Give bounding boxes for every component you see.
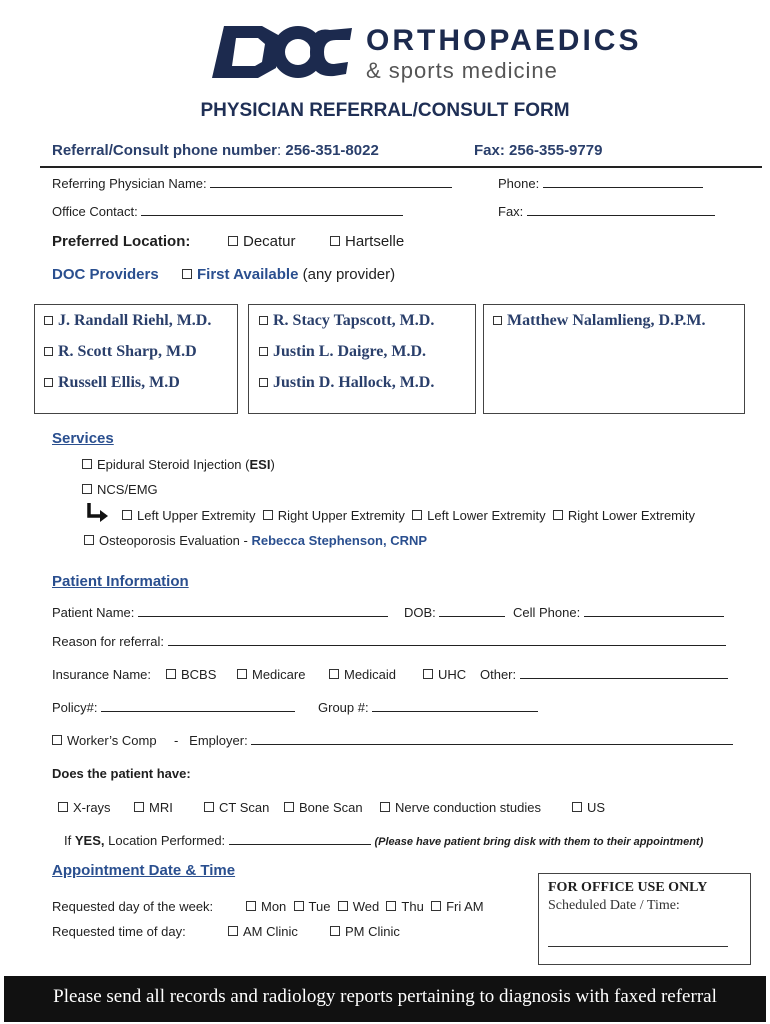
- location-option-decatur[interactable]: Decatur: [228, 233, 296, 250]
- checkbox[interactable]: [246, 901, 256, 911]
- workers-comp-option[interactable]: Worker’s Comp: [52, 733, 157, 748]
- logo-tagline: & sports medicine: [366, 58, 558, 83]
- extremity-options: [122, 508, 695, 523]
- first-available-note: (any provider): [302, 266, 396, 283]
- sub-arrow-icon: [86, 502, 110, 522]
- provider-daigre[interactable]: Justin L. Daigre, M.D.: [259, 343, 426, 361]
- insurance-medicare[interactable]: Medicare: [237, 667, 305, 682]
- logo: [210, 22, 642, 84]
- phone-value: 256-351-8022: [285, 142, 379, 159]
- checkbox[interactable]: [58, 802, 68, 812]
- logo-wordmark: ORTHOPAEDICS: [366, 24, 642, 57]
- service-esi[interactable]: Epidural Steroid Injection (ESI): [82, 457, 275, 472]
- provider-nalamlieng[interactable]: Matthew Nalamlieng, D.P.M.: [493, 312, 706, 330]
- checkbox[interactable]: [329, 669, 339, 679]
- checkbox[interactable]: [259, 347, 268, 356]
- referring-physician-label: Referring Physician Name:: [52, 176, 207, 191]
- have-nerve-conduction[interactable]: Nerve conduction studies: [380, 800, 541, 815]
- doc-providers-label: DOC Providers: [52, 266, 159, 283]
- checkbox[interactable]: [284, 802, 294, 812]
- time-pm-clinic[interactable]: PM Clinic: [330, 924, 400, 939]
- requested-day-label: Requested day of the week:: [52, 899, 214, 914]
- have-us[interactable]: US: [572, 800, 605, 815]
- provider-hallock[interactable]: Justin D. Hallock, M.D.: [259, 374, 434, 392]
- insurance-uhc[interactable]: UHC: [423, 667, 466, 682]
- location-option-hartselle[interactable]: Hartselle: [330, 233, 404, 250]
- checkbox[interactable]: [386, 901, 396, 911]
- referrer-phone-field[interactable]: [498, 176, 703, 191]
- insurance-other-field[interactable]: Other:: [480, 667, 728, 682]
- checkbox[interactable]: [228, 926, 238, 936]
- checkbox[interactable]: [228, 236, 238, 246]
- service-osteoporosis[interactable]: Osteoporosis Evaluation - Rebecca Stephenson, CRNP: [84, 533, 427, 548]
- checkbox[interactable]: [572, 802, 582, 812]
- disk-note: (Please have patient bring disk with them to their appointment): [374, 836, 704, 848]
- checkbox[interactable]: [330, 236, 340, 246]
- phone-label: Referral/Consult phone number: [52, 142, 278, 159]
- day-options: [246, 899, 484, 914]
- have-bone-scan[interactable]: Bone Scan: [284, 800, 363, 815]
- first-available-label: First Available: [197, 266, 299, 283]
- checkbox[interactable]: [44, 347, 53, 356]
- checkbox[interactable]: [263, 510, 273, 520]
- have-ct-scan[interactable]: CT Scan: [204, 800, 269, 815]
- day-mon[interactable]: Mon: [246, 899, 286, 914]
- provider-tapscott[interactable]: R. Stacy Tapscott, M.D.: [259, 312, 434, 330]
- day-tue[interactable]: Tue: [294, 899, 331, 914]
- extremity-right-lower[interactable]: Right Lower Extremity: [553, 508, 695, 523]
- location-performed-field[interactable]: If YES, Location Performed: (Please have patient bring disk with them to their appointment): [64, 833, 704, 848]
- checkbox[interactable]: [259, 316, 268, 325]
- patient-have-label: Does the patient have:: [52, 766, 191, 781]
- checkbox[interactable]: [44, 316, 53, 325]
- checkbox[interactable]: [380, 802, 390, 812]
- fax-value: 256-355-9779: [509, 142, 603, 159]
- provider-ellis[interactable]: Russell Ellis, M.D: [44, 374, 180, 392]
- checkbox[interactable]: [84, 535, 94, 545]
- checkbox[interactable]: [423, 669, 433, 679]
- employer-field[interactable]: - Employer:: [174, 733, 733, 748]
- preferred-location-label: Preferred Location:: [52, 233, 191, 250]
- checkbox[interactable]: [166, 669, 176, 679]
- checkbox[interactable]: [431, 901, 441, 911]
- fax-label: Fax:: [474, 142, 505, 159]
- have-mri[interactable]: MRI: [134, 800, 173, 815]
- checkbox[interactable]: [553, 510, 563, 520]
- osteo-provider: Rebecca Stephenson, CRNP: [251, 533, 428, 548]
- checkbox[interactable]: [412, 510, 422, 520]
- checkbox[interactable]: [237, 669, 247, 679]
- insurance-bcbs[interactable]: BCBS: [166, 667, 216, 682]
- reason-field[interactable]: Reason for referral:: [52, 634, 726, 649]
- appointment-heading: Appointment Date & Time: [52, 862, 236, 879]
- checkbox[interactable]: [330, 926, 340, 936]
- doc-logo-mark: [210, 22, 355, 82]
- provider-sharp[interactable]: R. Scott Sharp, M.D: [44, 343, 197, 361]
- day-thu[interactable]: Thu: [386, 899, 423, 914]
- extremity-right-upper[interactable]: Right Upper Extremity: [263, 508, 405, 523]
- first-available-option[interactable]: [182, 266, 395, 283]
- time-am-clinic[interactable]: AM Clinic: [228, 924, 298, 939]
- cell-phone-field[interactable]: Cell Phone:: [513, 605, 724, 620]
- checkbox[interactable]: [294, 901, 304, 911]
- referring-physician-field[interactable]: [52, 176, 452, 191]
- checkbox[interactable]: [204, 802, 214, 812]
- fax-line: [474, 142, 602, 159]
- have-xrays[interactable]: X-rays: [58, 800, 111, 815]
- policy-field[interactable]: Policy#:: [52, 700, 295, 715]
- day-wed[interactable]: Wed: [338, 899, 380, 914]
- referrer-phone-label: Phone:: [498, 176, 540, 191]
- footer-text: Please send all records and radiology reports pertaining to diagnosis with faxed referral: [53, 986, 717, 1007]
- insurance-label: Insurance Name:: [52, 667, 151, 682]
- office-contact-field[interactable]: [52, 204, 403, 219]
- service-ncs-emg[interactable]: NCS/EMG: [82, 482, 158, 497]
- insurance-medicaid[interactable]: Medicaid: [329, 667, 396, 682]
- form-title: PHYSICIAN REFERRAL/CONSULT FORM: [200, 100, 570, 121]
- checkbox[interactable]: [259, 378, 268, 387]
- checkbox[interactable]: [493, 316, 502, 325]
- checkbox[interactable]: [134, 802, 144, 812]
- scheduled-date-line[interactable]: [548, 946, 728, 947]
- checkbox[interactable]: [182, 269, 192, 279]
- patient-info-heading: Patient Information: [52, 573, 189, 590]
- dob-field[interactable]: DOB:: [404, 605, 505, 620]
- group-field[interactable]: Group #:: [318, 700, 538, 715]
- phone-line: Referral/Consult phone number: 256-351-8022: [52, 142, 379, 159]
- patient-name-field[interactable]: Patient Name:: [52, 605, 388, 620]
- office-use-title: FOR OFFICE USE ONLY: [548, 880, 708, 895]
- requested-time-label: Requested time of day:: [52, 924, 186, 939]
- office-contact-label: Office Contact:: [52, 204, 138, 219]
- checkbox[interactable]: [44, 378, 53, 387]
- day-fri-am[interactable]: Fri AM: [431, 899, 484, 914]
- checkbox[interactable]: [122, 510, 132, 520]
- checkbox[interactable]: [82, 484, 92, 494]
- referrer-fax-label: Fax:: [498, 204, 524, 219]
- checkbox[interactable]: [82, 459, 92, 469]
- provider-riehl[interactable]: J. Randall Riehl, M.D.: [44, 312, 211, 330]
- header-divider: [40, 166, 762, 168]
- extremity-left-lower[interactable]: Left Lower Extremity: [412, 508, 546, 523]
- scheduled-date-label: Scheduled Date / Time:: [548, 898, 680, 913]
- referrer-fax-field[interactable]: [498, 204, 715, 219]
- checkbox[interactable]: [52, 735, 62, 745]
- services-heading: Services: [52, 430, 114, 447]
- extremity-left-upper[interactable]: Left Upper Extremity: [122, 508, 256, 523]
- checkbox[interactable]: [338, 901, 348, 911]
